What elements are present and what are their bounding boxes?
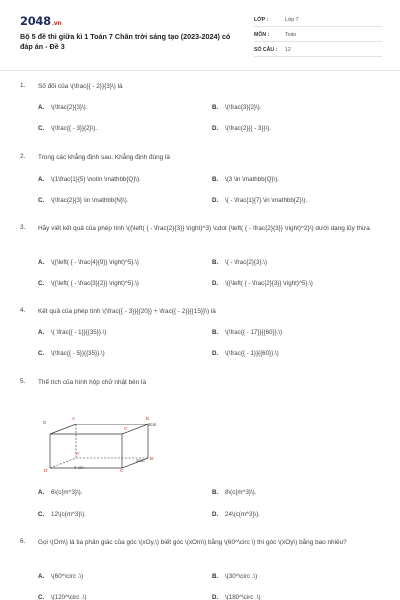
logo-text: 2048 (20, 14, 51, 28)
dimension-width: 4 cm (74, 465, 84, 470)
option-letter: A. (38, 104, 45, 111)
question-text: Hãy viết kết quả của phép tính \({\left( { - \frac{2}{3}} \right)^3} \cdot {\left( { - \frac{2}{3}} \right)^2}\) dưới dạng lũy thừa. (38, 225, 372, 232)
meta-value: 12 (285, 47, 291, 53)
option-text: 6\(c{m^3}\). (51, 489, 83, 496)
option-letter: C. (38, 280, 45, 287)
option-letter: A. (38, 259, 45, 266)
question-number: 4. (20, 307, 26, 314)
option-letter: D. (212, 125, 219, 132)
option-letter: A. (38, 329, 45, 336)
option-b[interactable] (212, 329, 282, 336)
vertex-label-a1: A' (76, 451, 80, 456)
meta-label: MÔN : (254, 32, 270, 38)
option-c[interactable] (38, 197, 128, 204)
question-number: 6. (20, 538, 26, 545)
option-letter: C. (38, 511, 45, 518)
option-d[interactable] (212, 125, 271, 132)
option-c[interactable] (38, 125, 97, 132)
option-d[interactable] (212, 350, 279, 357)
question-number: 3. (20, 224, 26, 231)
option-text: \(\frac{3}{2}\). (225, 104, 262, 111)
question-number: 2. (20, 153, 26, 160)
option-letter: C. (38, 594, 45, 600)
option-letter: C. (38, 125, 45, 132)
meta-value: Lớp 7 (285, 17, 299, 23)
option-letter: D. (212, 594, 219, 600)
option-text: \({\left( { - \frac{2}{3}} \right)^5}.\) (225, 280, 313, 287)
meta-label: LỚP : (254, 17, 269, 23)
hidden-edge-d1a1 (50, 458, 76, 468)
question-text: Trong các khẳng định sau. Khẳng định đúng là (38, 154, 170, 161)
question-text: Số đối của \(\frac{{ - 2}}{3}\) là (38, 83, 123, 90)
option-letter: D. (212, 197, 219, 204)
option-text: \( - \frac{2}{3}.\) (225, 259, 267, 266)
meta-row-subject (254, 27, 382, 42)
option-c[interactable] (38, 350, 105, 357)
meta-row-count (254, 42, 382, 57)
option-d[interactable] (212, 511, 260, 518)
option-text: \(\frac{{ - 17}}{{60}}.\) (225, 329, 283, 336)
question-text: Thể tích của hình hộp chữ nhật bên là (38, 379, 147, 386)
option-letter: B. (212, 176, 219, 183)
option-text: \(180^\circ .\) (225, 594, 261, 600)
site-logo[interactable] (20, 14, 61, 28)
option-letter: B. (212, 104, 219, 111)
option-text: \(\frac{{ - 1}}{{60}}.\) (225, 350, 279, 357)
meta-value: Toán (285, 32, 297, 38)
edge-da (50, 424, 76, 434)
option-letter: B. (212, 489, 219, 496)
option-letter: D. (212, 511, 219, 518)
option-text: \( \frac{{ - 1}}{{35}}.\) (51, 329, 107, 336)
vertex-label-d1: D' (44, 468, 49, 473)
option-letter: B. (212, 329, 219, 336)
meta-row-class (254, 12, 382, 27)
option-a[interactable] (38, 329, 106, 336)
question-number: 1. (20, 82, 26, 89)
option-text: 24\(c{m^3}\). (225, 511, 260, 518)
option-text: \(\frac{2}{{ - 3}}\). (225, 125, 272, 132)
option-text: 12\(c{m^3}\). (51, 511, 86, 518)
option-b[interactable] (212, 489, 256, 496)
option-text: \(\frac{2}{3}\). (51, 104, 88, 111)
option-text: \({\left( { - \frac{3}{2}} \right)^5}.\) (51, 280, 139, 287)
meta-label: SỐ CÂU : (254, 47, 278, 53)
vertex-label-b1: B' (150, 456, 154, 461)
option-letter: B. (212, 259, 219, 266)
vertex-label-c: C (124, 426, 128, 431)
option-text: \(60^\circ .\) (51, 573, 84, 580)
rectangular-box-figure (40, 416, 170, 476)
option-b[interactable] (212, 573, 257, 580)
vertex-label-a: A (72, 416, 76, 421)
question-number: 5. (20, 378, 26, 385)
option-letter: D. (212, 280, 219, 287)
option-text: \(\frac{{ - 3}}{2}\). (51, 125, 98, 132)
option-letter: A. (38, 573, 45, 580)
option-letter: C. (38, 197, 45, 204)
dimension-depth: 2cm (136, 458, 145, 463)
option-b[interactable] (212, 259, 267, 266)
option-letter: D. (212, 350, 219, 357)
header-divider (0, 70, 400, 71)
option-text: \(120^\circ .\) (51, 594, 87, 600)
meta-info (254, 12, 382, 57)
vertex-label-c1: C' (120, 468, 125, 473)
option-c[interactable] (38, 594, 87, 600)
option-a[interactable] (38, 176, 141, 183)
option-letter: C. (38, 350, 45, 357)
option-a[interactable] (38, 104, 87, 111)
option-text: 8\(c{m^3}\). (225, 489, 257, 496)
option-letter: B. (212, 573, 219, 580)
option-d[interactable] (212, 197, 307, 204)
option-a[interactable] (38, 573, 83, 580)
question-text: Kết quả của phép tính \(\frac{{ - 3}}{{20}} + \frac{{ - 2}}{{15}}\) là (38, 308, 216, 315)
question-text: Gọi \(Om\) là tia phân giác của góc \(xOy,\) biết góc \(xOm\) bằng \(60^\circ \) thì góc \(xOy\) bằng bao nhiêu? (38, 539, 347, 546)
option-text: \({\left( { - \frac{4}{9}} \right)^5}.\) (51, 259, 139, 266)
document-title: Bộ 5 đề thi giữa kì 1 Toán 7 Chân trời sáng tạo (2023-2024) có đáp án - Đề 3 (20, 32, 231, 51)
document-header (20, 12, 382, 62)
option-c[interactable] (38, 280, 139, 287)
option-text: \( - \frac{1}{7} \in \mathbb{Z}\). (225, 197, 308, 204)
option-text: \(\frac{{ - 5}}{{35}}.\) (51, 350, 105, 357)
vertex-label-d: D (43, 420, 47, 425)
box-diagram (40, 424, 170, 476)
option-d[interactable] (212, 280, 313, 287)
logo-suffix: .vn (51, 20, 62, 27)
option-d[interactable] (212, 594, 261, 600)
dimension-height: 3cm (148, 422, 157, 427)
option-text: \(1\frac{1}{5} \notin \mathbb{Q}\). (51, 176, 141, 183)
option-text: \(3 \in \mathbb{Q}\). (225, 176, 279, 183)
option-a[interactable] (38, 259, 139, 266)
option-b[interactable] (212, 104, 261, 111)
option-a[interactable] (38, 489, 82, 496)
option-c[interactable] (38, 511, 86, 518)
vertex-label-b: B (146, 416, 150, 421)
option-letter: A. (38, 489, 45, 496)
option-text: \(\frac{2}{3} \in \mathbb{N}\). (51, 197, 129, 204)
option-b[interactable] (212, 176, 279, 183)
option-letter: A. (38, 176, 45, 183)
option-text: \(30^\circ .\) (225, 573, 258, 580)
